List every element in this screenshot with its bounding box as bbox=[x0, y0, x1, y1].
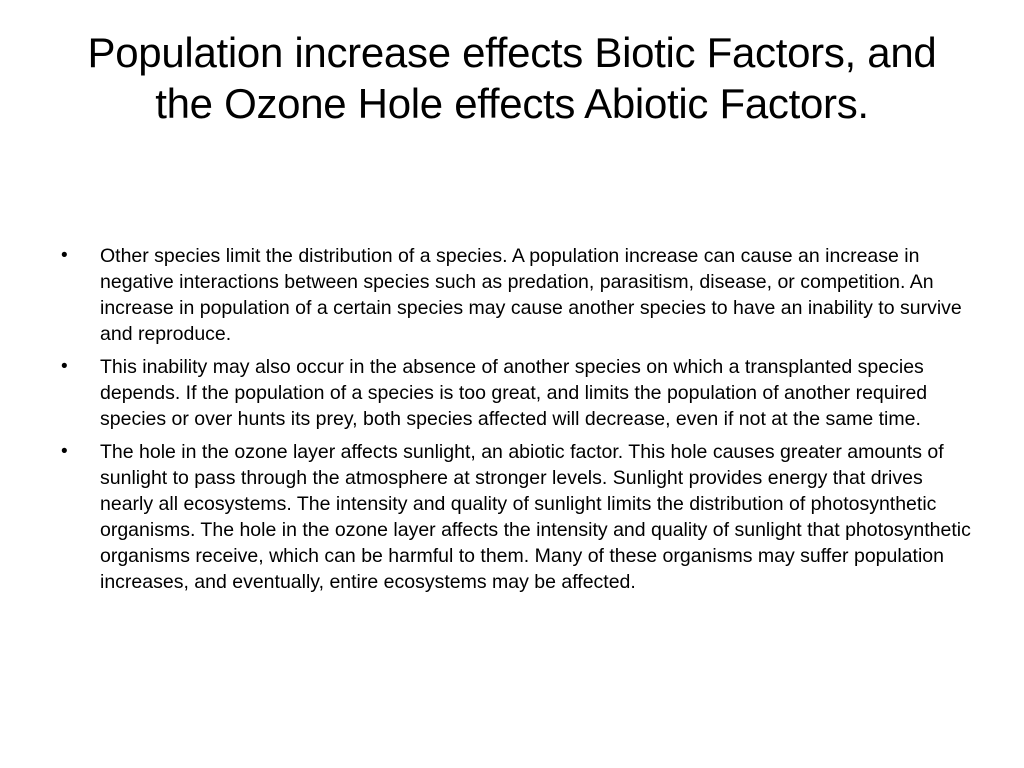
bullet-item bbox=[60, 439, 972, 595]
bullet-text: Other species limit the distribution of a species. A population increase can cause an increase in negative interactions between species such as predation, parasitism, disease, or competition. An increase in population of a certain species may cause another species to have an inability to survive and reproduce. bbox=[100, 245, 962, 345]
bullet-list bbox=[60, 243, 972, 602]
bullet-item bbox=[60, 243, 972, 347]
bullet-icon: • bbox=[61, 441, 68, 462]
bullet-icon: • bbox=[61, 245, 68, 266]
bullet-icon: • bbox=[61, 356, 68, 377]
bullet-item bbox=[60, 354, 972, 432]
bullet-text: This inability may also occur in the absence of another species on which a transplanted species depends. If the population of a species is too great, and limits the population of another required species or over hunts its prey, both species affected will decrease, even if not at the same time. bbox=[100, 356, 928, 430]
bullet-text: The hole in the ozone layer affects sunlight, an abiotic factor. This hole causes greater amounts of sunlight to pass through the atmosphere at stronger levels. Sunlight provides energy that drives nearly all ecosystems. The intensity and quality of sunlight limits the distribution of photosynthetic organisms. The hole in the ozone layer affects the intensity and quality of sunlight that photosynthetic organisms receive, which can be harmful to them. Many of these organisms may suffer population increases, and eventually, entire ecosystems may be affected. bbox=[100, 441, 971, 593]
slide-title: Population increase effects Biotic Factors, and the Ozone Hole effects Abiotic Factors. bbox=[87, 29, 937, 127]
